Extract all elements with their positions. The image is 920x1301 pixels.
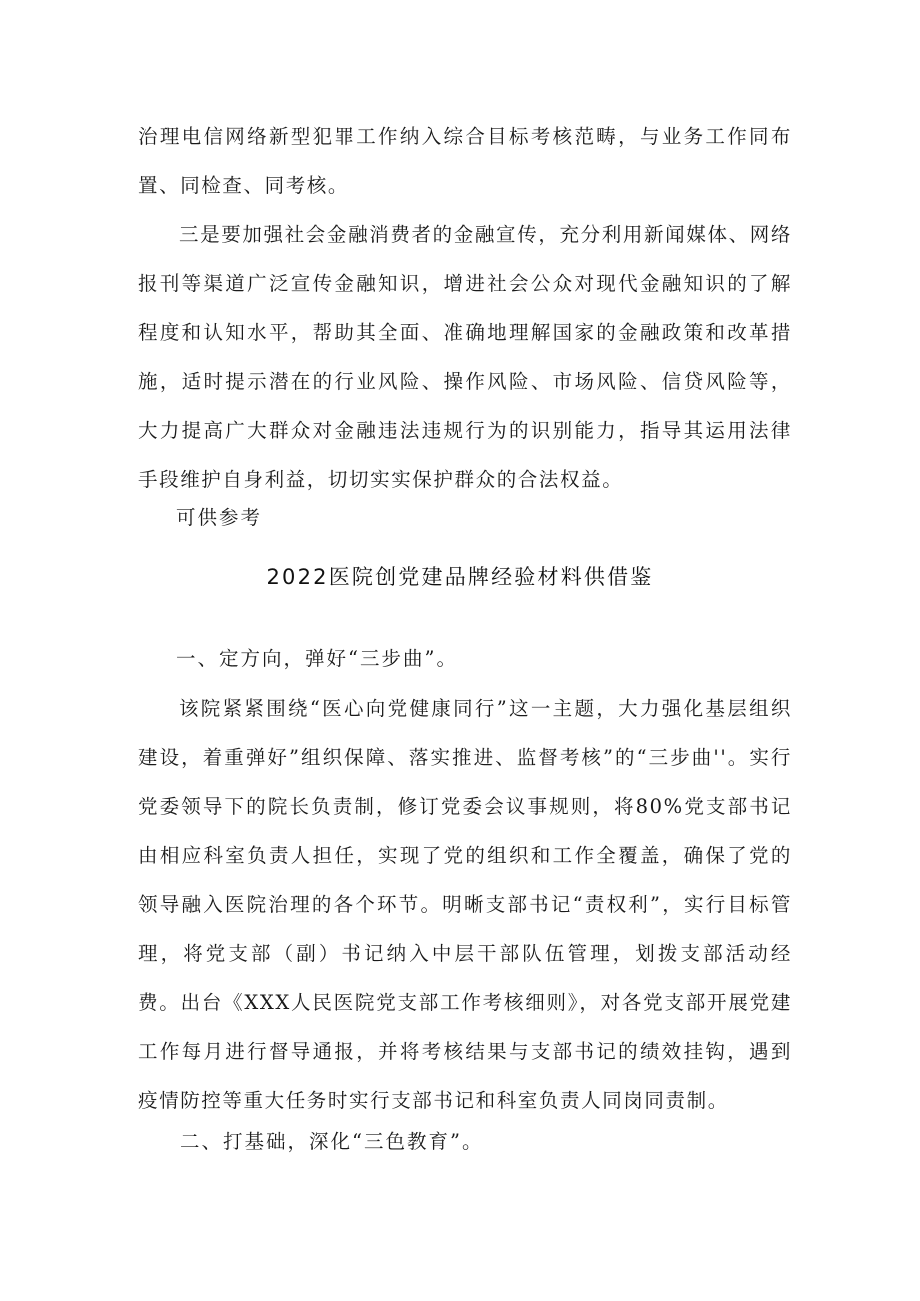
reference-note: 可供参考 (176, 506, 263, 529)
section-one-body: 该院紧紧围绕“医心向党健康同行”这一主题，大力强化基层组织建设，着重弹好”组织保障、落实推进、监督考核”的“三步曲''。实行党委领导下的院长负责制，修订党委会议事规则，将80%党支部书记由相应科室负责人担任，实现了党的组织和工作全覆盖，确保了党的领导融入医院治理的各个环节。明晰支部书记“责权利”，实行目标管理，将党支部（副）书记纳入中层干部队伍管理，划拨支部活动经费。出台《XXX人民医院党支部工作考核细则》，对各党支部开展党建工作每月进行督导通报，并将考核结果与支部书记的绩效挂钩，遇到疫情防控等重大任务时实行支部书记和科室负责人同岗同责制。 (138, 697, 792, 1112)
point-three-paragraph: 三是要加强社会金融消费者的金融宣传，充分利用新闻媒体、网络报刊等渠道广泛宣传金融知识，增进社会公众对现代金融知识的了解程度和认知水平，帮助其全面、准确地理解国家的金融政策和改革措施，适时提示潜在的行业风险、操作风险、市场风险、信贷风险等，大力提高广大群众对金融违法违规行为的识别能力，指导其运用法律手段维护自身利益，切切实实保护群众的合法权益。 (138, 223, 792, 491)
section-two-heading: 二、打基础，深化“三色教育”。 (180, 1130, 484, 1153)
article-title: 2022医院创党建品牌经验材料供借鉴 (266, 565, 654, 589)
section-one-heading: 一、定方向，弹好“三步曲”。 (176, 647, 458, 670)
continuation-paragraph: 治理电信网络新型犯罪工作纳入综合目标考核范畴，与业务工作同布置、同检查、同考核。 (138, 125, 792, 197)
